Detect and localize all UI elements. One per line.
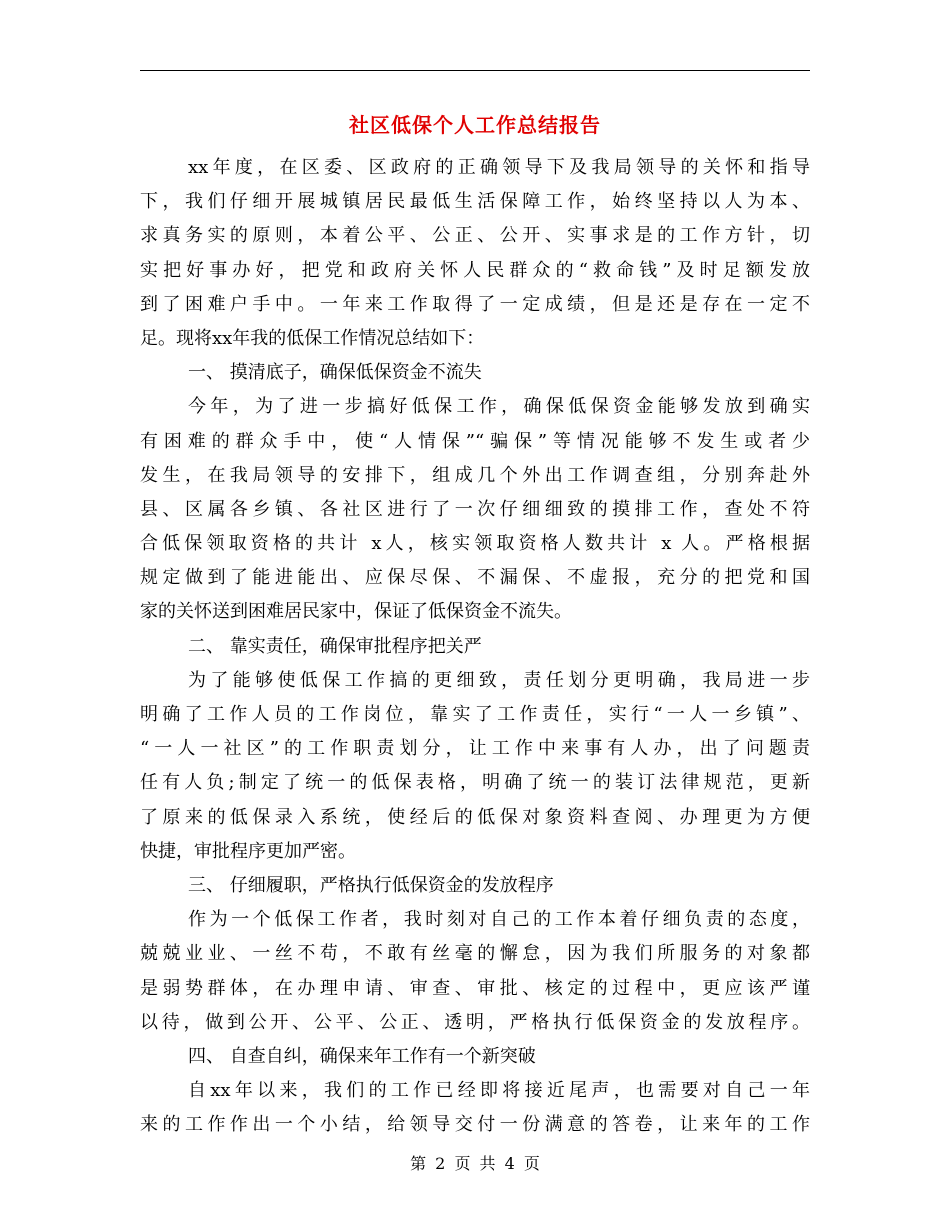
text-line: 今年，为了进一步搞好低保工作，确保低保资金能够发放到确实 bbox=[188, 396, 810, 418]
header-rule bbox=[140, 70, 810, 71]
text-line: 是弱势群体，在办理申请、审查、审批、核定的过程中，更应该严谨 bbox=[140, 977, 810, 999]
text-line: “一人一社区”的工作职责划分，让工作中来事有人办，出了问题责 bbox=[140, 738, 810, 760]
text-line: 来的工作作出一个小结，给领导交付一份满意的答卷，让来年的工作 bbox=[140, 1114, 810, 1136]
text-line: 四、 自查自纠，确保来年工作有一个新突破 bbox=[188, 1045, 536, 1067]
text-line: 求真务实的原则，本着公平、公正、公开、实事求是的工作方针，切 bbox=[140, 225, 810, 247]
text-line: 三、 仔细履职，严格执行低保资金的发放程序 bbox=[188, 874, 554, 896]
document-title: 社区低保个人工作总结报告 bbox=[349, 113, 601, 137]
text-line: 下，我们仔细开展城镇居民最低生活保障工作，始终坚持以人为本、 bbox=[140, 191, 810, 213]
text-line: 明确了工作人员的工作岗位，靠实了工作责任，实行“一人一乡镇”、 bbox=[140, 704, 810, 725]
text-line: 县、区属各乡镇、各社区进行了一次仔细细致的摸排工作，查处不符 bbox=[140, 498, 810, 520]
text-line: 合低保领取资格的共计 x人，核实领取资格人数共计 x 人。严格根据 bbox=[140, 533, 810, 555]
text-line: 一、 摸清底子，确保低保资金不流失 bbox=[188, 362, 482, 384]
page-footer: 第 2 页 共 4 页 bbox=[410, 1154, 540, 1173]
text-line: 快捷，审批程序更加严密。 bbox=[140, 840, 356, 862]
text-line: 足。现将xx年我的低保工作情况总结如下： bbox=[140, 327, 485, 349]
text-line: xx年度，在区委、区政府的正确领导下及我局领导的关怀和指导 bbox=[188, 157, 810, 178]
text-line: 作为一个低保工作者，我时刻对自己的工作本着仔细负责的态度， bbox=[188, 909, 810, 931]
text-line: 实把好事办好，把党和政府关怀人民群众的“救命钱”及时足额发放 bbox=[140, 259, 810, 281]
text-line: 发生，在我局领导的安排下，组成几个外出工作调查组，分别奔赴外 bbox=[140, 464, 810, 486]
text-line: 了原来的低保录入系统，使经后的低保对象资料查阅、办理更为方便 bbox=[140, 806, 810, 828]
text-line: 任有人负;制定了统一的低保表格，明确了统一的装订法律规范，更新 bbox=[140, 772, 810, 794]
text-line: 到了困难户手中。一年来工作取得了一定成绩，但是还是存在一定不 bbox=[140, 293, 810, 315]
text-line: 家的关怀送到困难居民家中，保证了低保资金不流失。 bbox=[140, 601, 572, 623]
text-line: 有困难的群众手中，使“人情保”“骗保”等情况能够不发生或者少 bbox=[140, 430, 810, 452]
document-body bbox=[140, 151, 810, 1142]
text-line: 为了能够使低保工作搞的更细致，责任划分更明确，我局进一步 bbox=[188, 669, 810, 691]
text-line: 兢兢业业、一丝不苟，不敢有丝毫的懈怠，因为我们所服务的对象都 bbox=[140, 943, 810, 965]
text-line: 以待，做到公开、公平、公正、透明，严格执行低保资金的发放程序。 bbox=[140, 1011, 810, 1033]
text-line: 二、 靠实责任，确保审批程序把关严 bbox=[188, 635, 482, 657]
text-line: 规定做到了能进能出、应保尽保、不漏保、不虚报，充分的把党和国 bbox=[140, 567, 810, 589]
text-line: 自xx年以来，我们的工作已经即将接近尾声，也需要对自己一年 bbox=[188, 1080, 810, 1102]
